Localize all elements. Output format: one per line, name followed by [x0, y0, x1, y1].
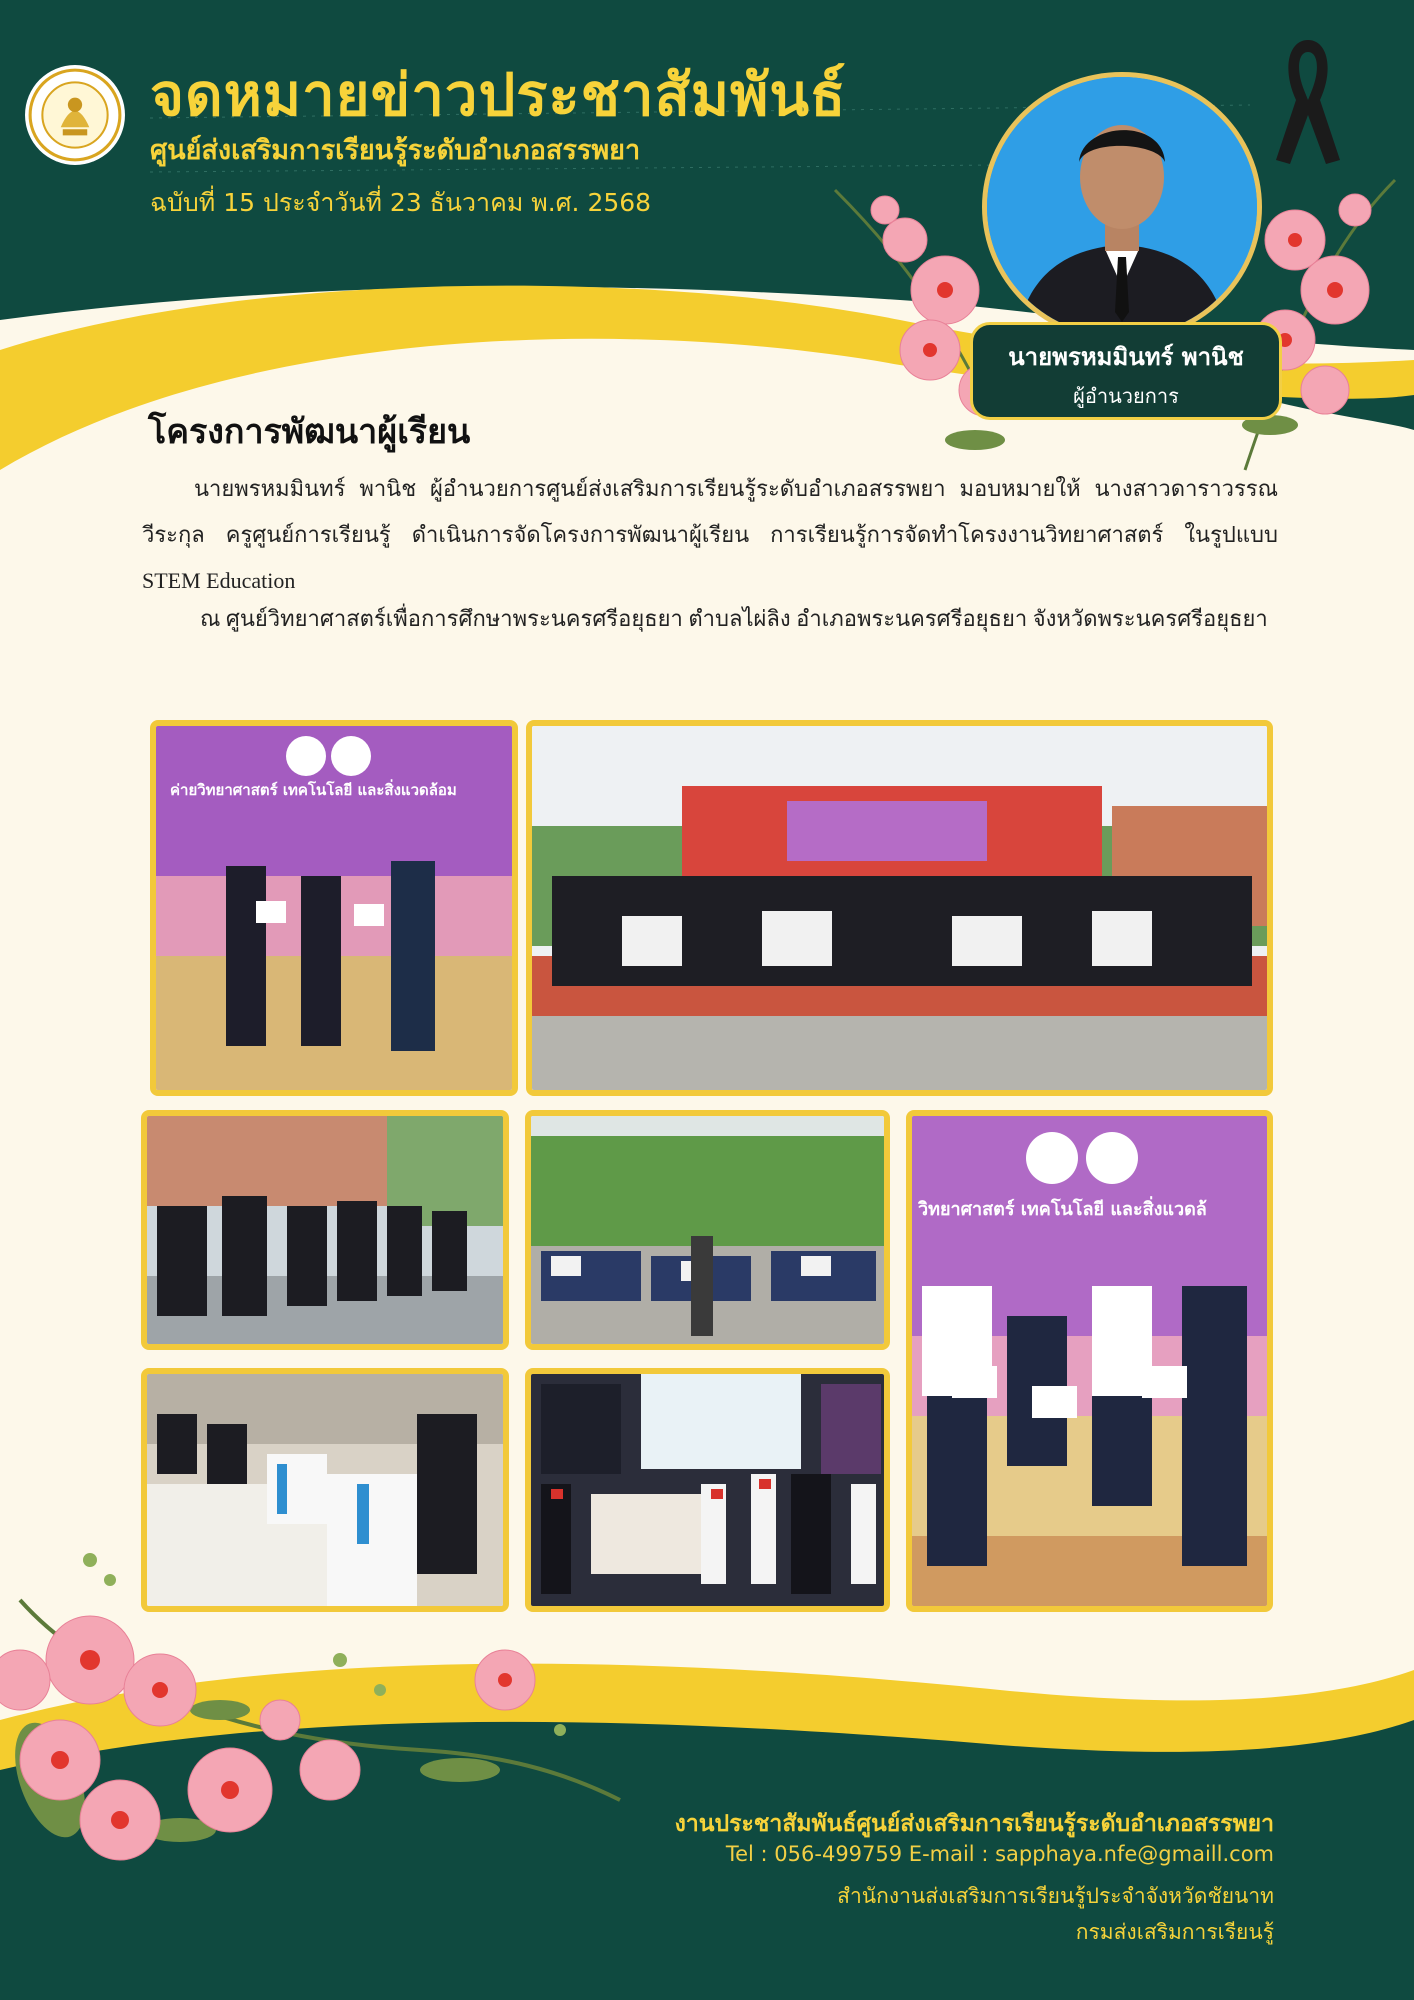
footer-org: งานประชาสัมพันธ์ศูนย์ส่งเสริมการเรียนรู้ระดับอำเภอสรรพยา	[674, 1811, 1274, 1837]
article-paragraph-2	[142, 596, 1278, 642]
footer-office: สำนักงานส่งเสริมการเรียนรู้ประจำจังหวัดชัยนาท	[837, 1884, 1274, 1908]
organization-logo	[24, 64, 126, 166]
photo-seated-audience	[141, 1110, 509, 1350]
photo-outdoor-gathering	[525, 1110, 890, 1350]
article-heading: โครงการพัฒนาผู้เรียน	[148, 412, 471, 452]
photo-award-ceremony-1	[150, 720, 518, 1096]
director-position: ผู้อำนวยการ	[1073, 384, 1179, 408]
article-paragraph-2-text: ณ ศูนย์วิทยาศาสตร์เพื่อการศึกษาพระนครศรีอยุธยา ตำบลไผ่ลิง อำเภอพระนครศรีอยุธยา จังหวัดพระนครศรีอยุธยา	[200, 606, 1268, 631]
mourning-ribbon-icon	[1268, 30, 1348, 170]
footer-department: กรมส่งเสริมการเรียนรู้	[1075, 1920, 1274, 1944]
article-paragraph-1	[142, 466, 1278, 604]
photo-1-banner-text: ค่ายวิทยาศาสตร์ เทคโนโลยี และสิ่งแวดล้อม	[170, 781, 457, 799]
photo-5-banner-text: วิทยาศาสตร์ เทคโนโลยี และสิ่งแวดล้	[918, 1199, 1207, 1220]
article-paragraph-1-text: นายพรหมมินทร์ พานิช ผู้อำนวยการศูนย์ส่งเสริมการเรียนรู้ระดับอำเภอสรรพยา มอบหมายให้ นางสาวดาราวรรณ วีระกุล ครูศูนย์การเรียนรู้ ดำเนินการจัดโครงการพัฒนาผู้เรียน การเรียนรู้การจัดทำโครงงานวิทยาศาสตร์ ในรูปแบบ STEM Education	[142, 476, 1278, 593]
photo-group	[526, 720, 1273, 1096]
flower-decoration-bottom	[0, 1540, 640, 1900]
director-nameplate	[970, 322, 1282, 420]
newsletter-subtitle: ศูนย์ส่งเสริมการเรียนรู้ระดับอำเภอสรรพยา	[150, 135, 641, 166]
director-portrait	[982, 72, 1262, 342]
footer-contact[interactable]: Tel : 056-499759 E-mail : sapphaya.nfe@gmaill.com	[725, 1842, 1274, 1866]
newsletter-title: จดหมายข่าวประชาสัมพันธ์	[150, 61, 847, 129]
issue-date: ฉบับที่ 15 ประจำวันที่ 23 ธันวาคม พ.ศ. 2568	[150, 188, 652, 217]
director-name: นายพรหมมินทร์ พานิช	[1008, 343, 1244, 371]
photo-award-ceremony-2	[906, 1110, 1273, 1612]
